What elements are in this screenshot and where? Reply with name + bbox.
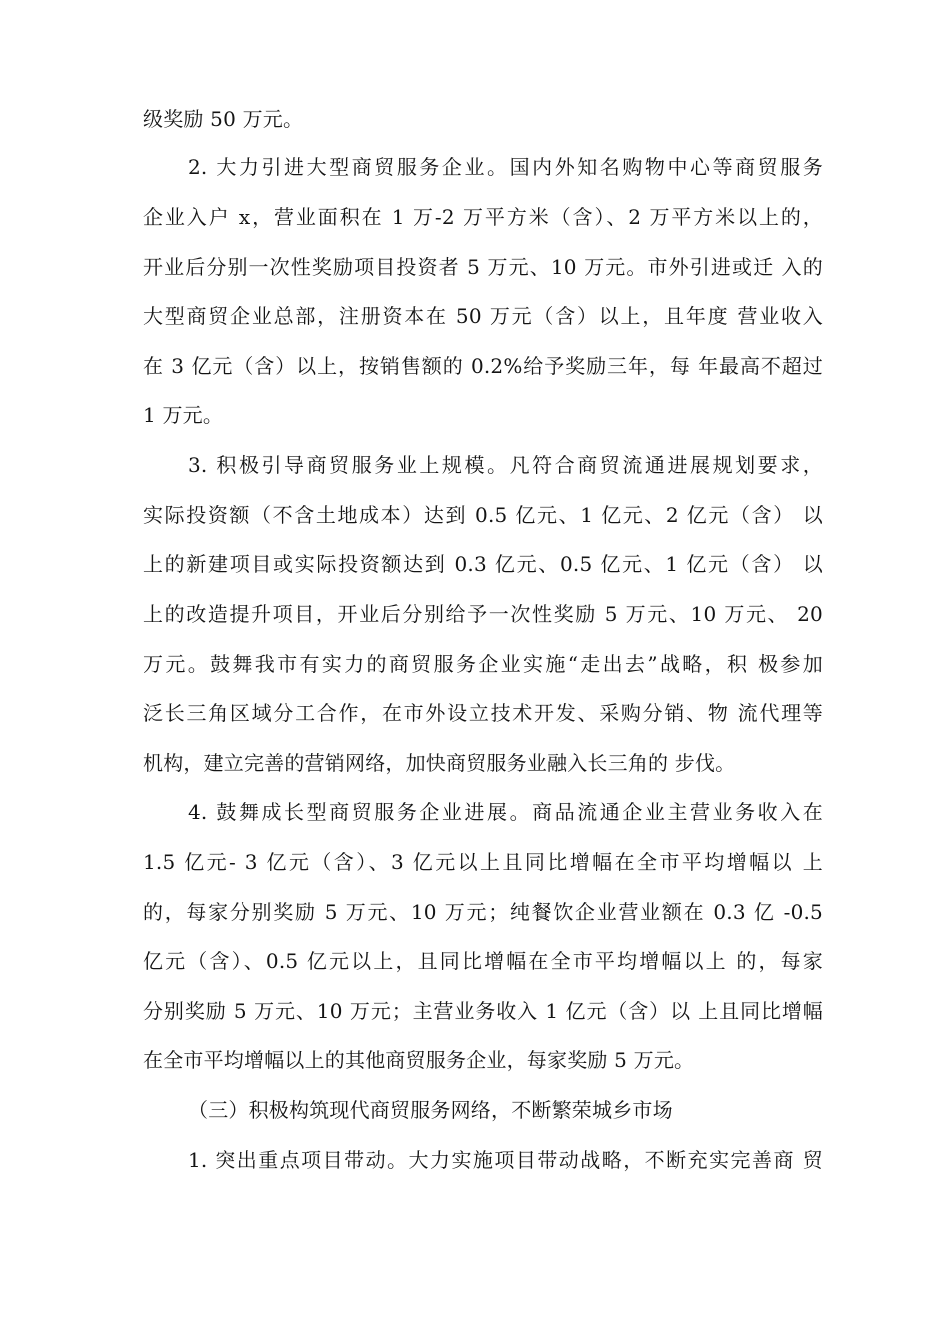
text-line: 大型商贸企业总部，注册资本在 50 万元（含）以上，且年度 营业收入 bbox=[143, 304, 823, 328]
text-line: 级奖励 50 万元。 bbox=[143, 107, 304, 131]
text-line: 4. 鼓舞成长型商贸服务企业进展。商品流通企业主营业务收入在 bbox=[188, 800, 823, 824]
text-line: 1. 突出重点项目带动。大力实施项目带动战略，不断充实完善商 贸 bbox=[188, 1148, 823, 1172]
text-line: 1.5 亿元- 3 亿元（含）、3 亿元以上且同比增幅在全市平均增幅以 上 bbox=[143, 850, 823, 874]
text-line: 开业后分别一次性奖励项目投资者 5 万元、10 万元。市外引进或迁 入的 bbox=[143, 255, 823, 279]
text-line: 在全市平均增幅以上的其他商贸服务企业，每家奖励 5 万元。 bbox=[143, 1048, 695, 1072]
section-heading: （三）积极构筑现代商贸服务网络，不断繁荣城乡市场 bbox=[188, 1098, 673, 1122]
text-line: 1 万元。 bbox=[143, 403, 224, 427]
text-line: 上的改造提升项目，开业后分别给予一次性奖励 5 万元、10 万元、 20 bbox=[143, 602, 823, 626]
text-line: 上的新建项目或实际投资额达到 0.3 亿元、0.5 亿元、1 亿元（含） 以 bbox=[143, 552, 823, 576]
text-line: 2. 大力引进大型商贸服务企业。国内外知名购物中心等商贸服务 bbox=[188, 155, 823, 179]
text-line: 万元。鼓舞我市有实力的商贸服务企业实施“走出去”战略，积 极参加 bbox=[143, 652, 823, 676]
text-line: 泛长三角区域分工合作，在市外设立技术开发、采购分销、物 流代理等 bbox=[143, 701, 823, 725]
text-line: 企业入户 x，营业面积在 1 万-2 万平方米（含）、2 万平方米以上的， bbox=[143, 205, 823, 229]
text-line: 实际投资额（不含土地成本）达到 0.5 亿元、1 亿元、2 亿元（含） 以 bbox=[143, 503, 823, 527]
text-line: 机构，建立完善的营销网络，加快商贸服务业融入长三角的 步伐。 bbox=[143, 751, 736, 775]
text-line: 亿元（含）、0.5 亿元以上，且同比增幅在全市平均增幅以上 的，每家 bbox=[143, 949, 823, 973]
text-line: 3. 积极引导商贸服务业上规模。凡符合商贸流通进展规划要求， bbox=[188, 453, 823, 477]
text-line: 的，每家分别奖励 5 万元、10 万元；纯餐饮企业营业额在 0.3 亿 -0.5 bbox=[143, 900, 823, 924]
text-line: 在 3 亿元（含）以上，按销售额的 0.2%给予奖励三年，每 年最高不超过 bbox=[143, 354, 823, 378]
text-line: 分别奖励 5 万元、10 万元；主营业务收入 1 亿元（含）以 上且同比增幅 bbox=[143, 999, 823, 1023]
